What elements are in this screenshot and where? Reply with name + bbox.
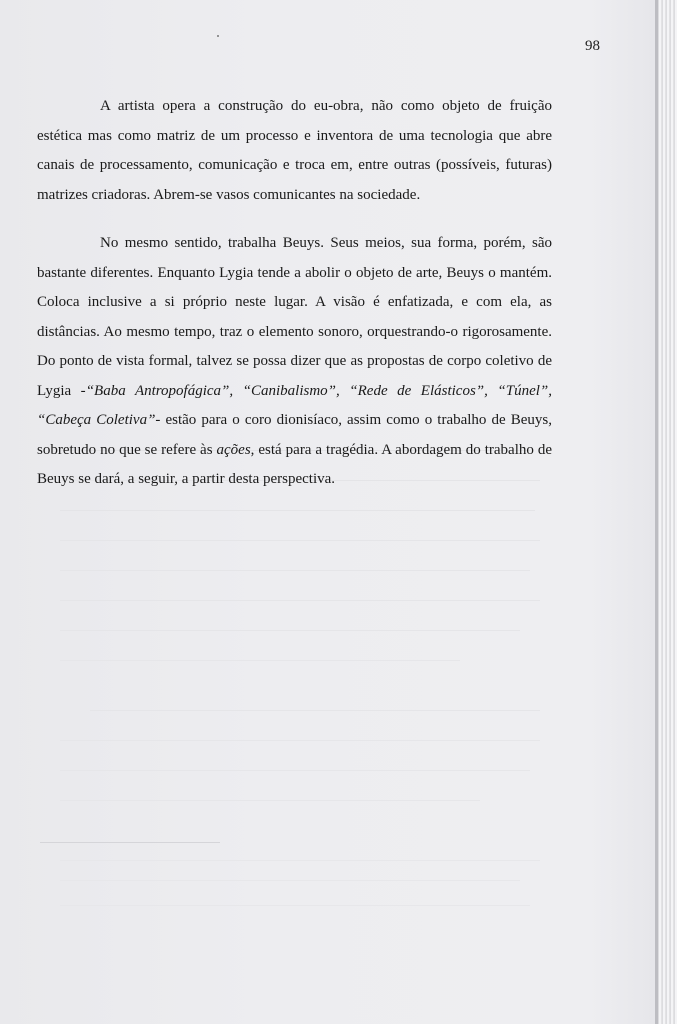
paragraph bbox=[37, 229, 552, 495]
text-run: - estão para o coro dionisíaco, assim como o trabalho de Beuys, sobretudo no que se refere às bbox=[37, 412, 552, 458]
text-run: A artista opera a construção do eu-obra, não como objeto de fruição estética mas como matriz de um processo e inventora de uma tecnologia que abre canais de processamento, comunicação e troca em, entre outras (possíveis, futuras) matrizes criadoras. Abrem-se vasos comunicantes na sociedade. bbox=[37, 98, 552, 203]
body-text bbox=[37, 92, 552, 495]
text-run: , está para a tragédia. A abordagem do trabalho de Beuys se dará, a seguir, a partir desta perspectiva. bbox=[37, 441, 552, 487]
italic-run: “Baba Antropofágica”, “Canibalismo”, “Rede de Elásticos”, “Túnel”, “Cabeça Coletiva” bbox=[37, 382, 553, 428]
speck bbox=[217, 35, 219, 37]
paragraph bbox=[37, 92, 552, 210]
page-stack-edges bbox=[655, 0, 677, 1024]
italic-run: ações bbox=[216, 441, 251, 458]
page-number: 98 bbox=[585, 38, 600, 54]
text-run: No mesmo sentido, trabalha Beuys. Seus meios, sua forma, porém, são bastante diferentes. Enquanto Lygia tende a abolir o objeto de arte, Beuys o mantém. Coloca inclusive a si próprio neste lugar. A visão é enfatizada, e com ela, as distâncias. Ao mesmo tempo, traz o elemento sonoro, orquestrando-o rigorosamente. Do ponto de vista formal, talvez se possa dizer que as propostas de corpo coletivo de Lygia - bbox=[37, 235, 552, 399]
